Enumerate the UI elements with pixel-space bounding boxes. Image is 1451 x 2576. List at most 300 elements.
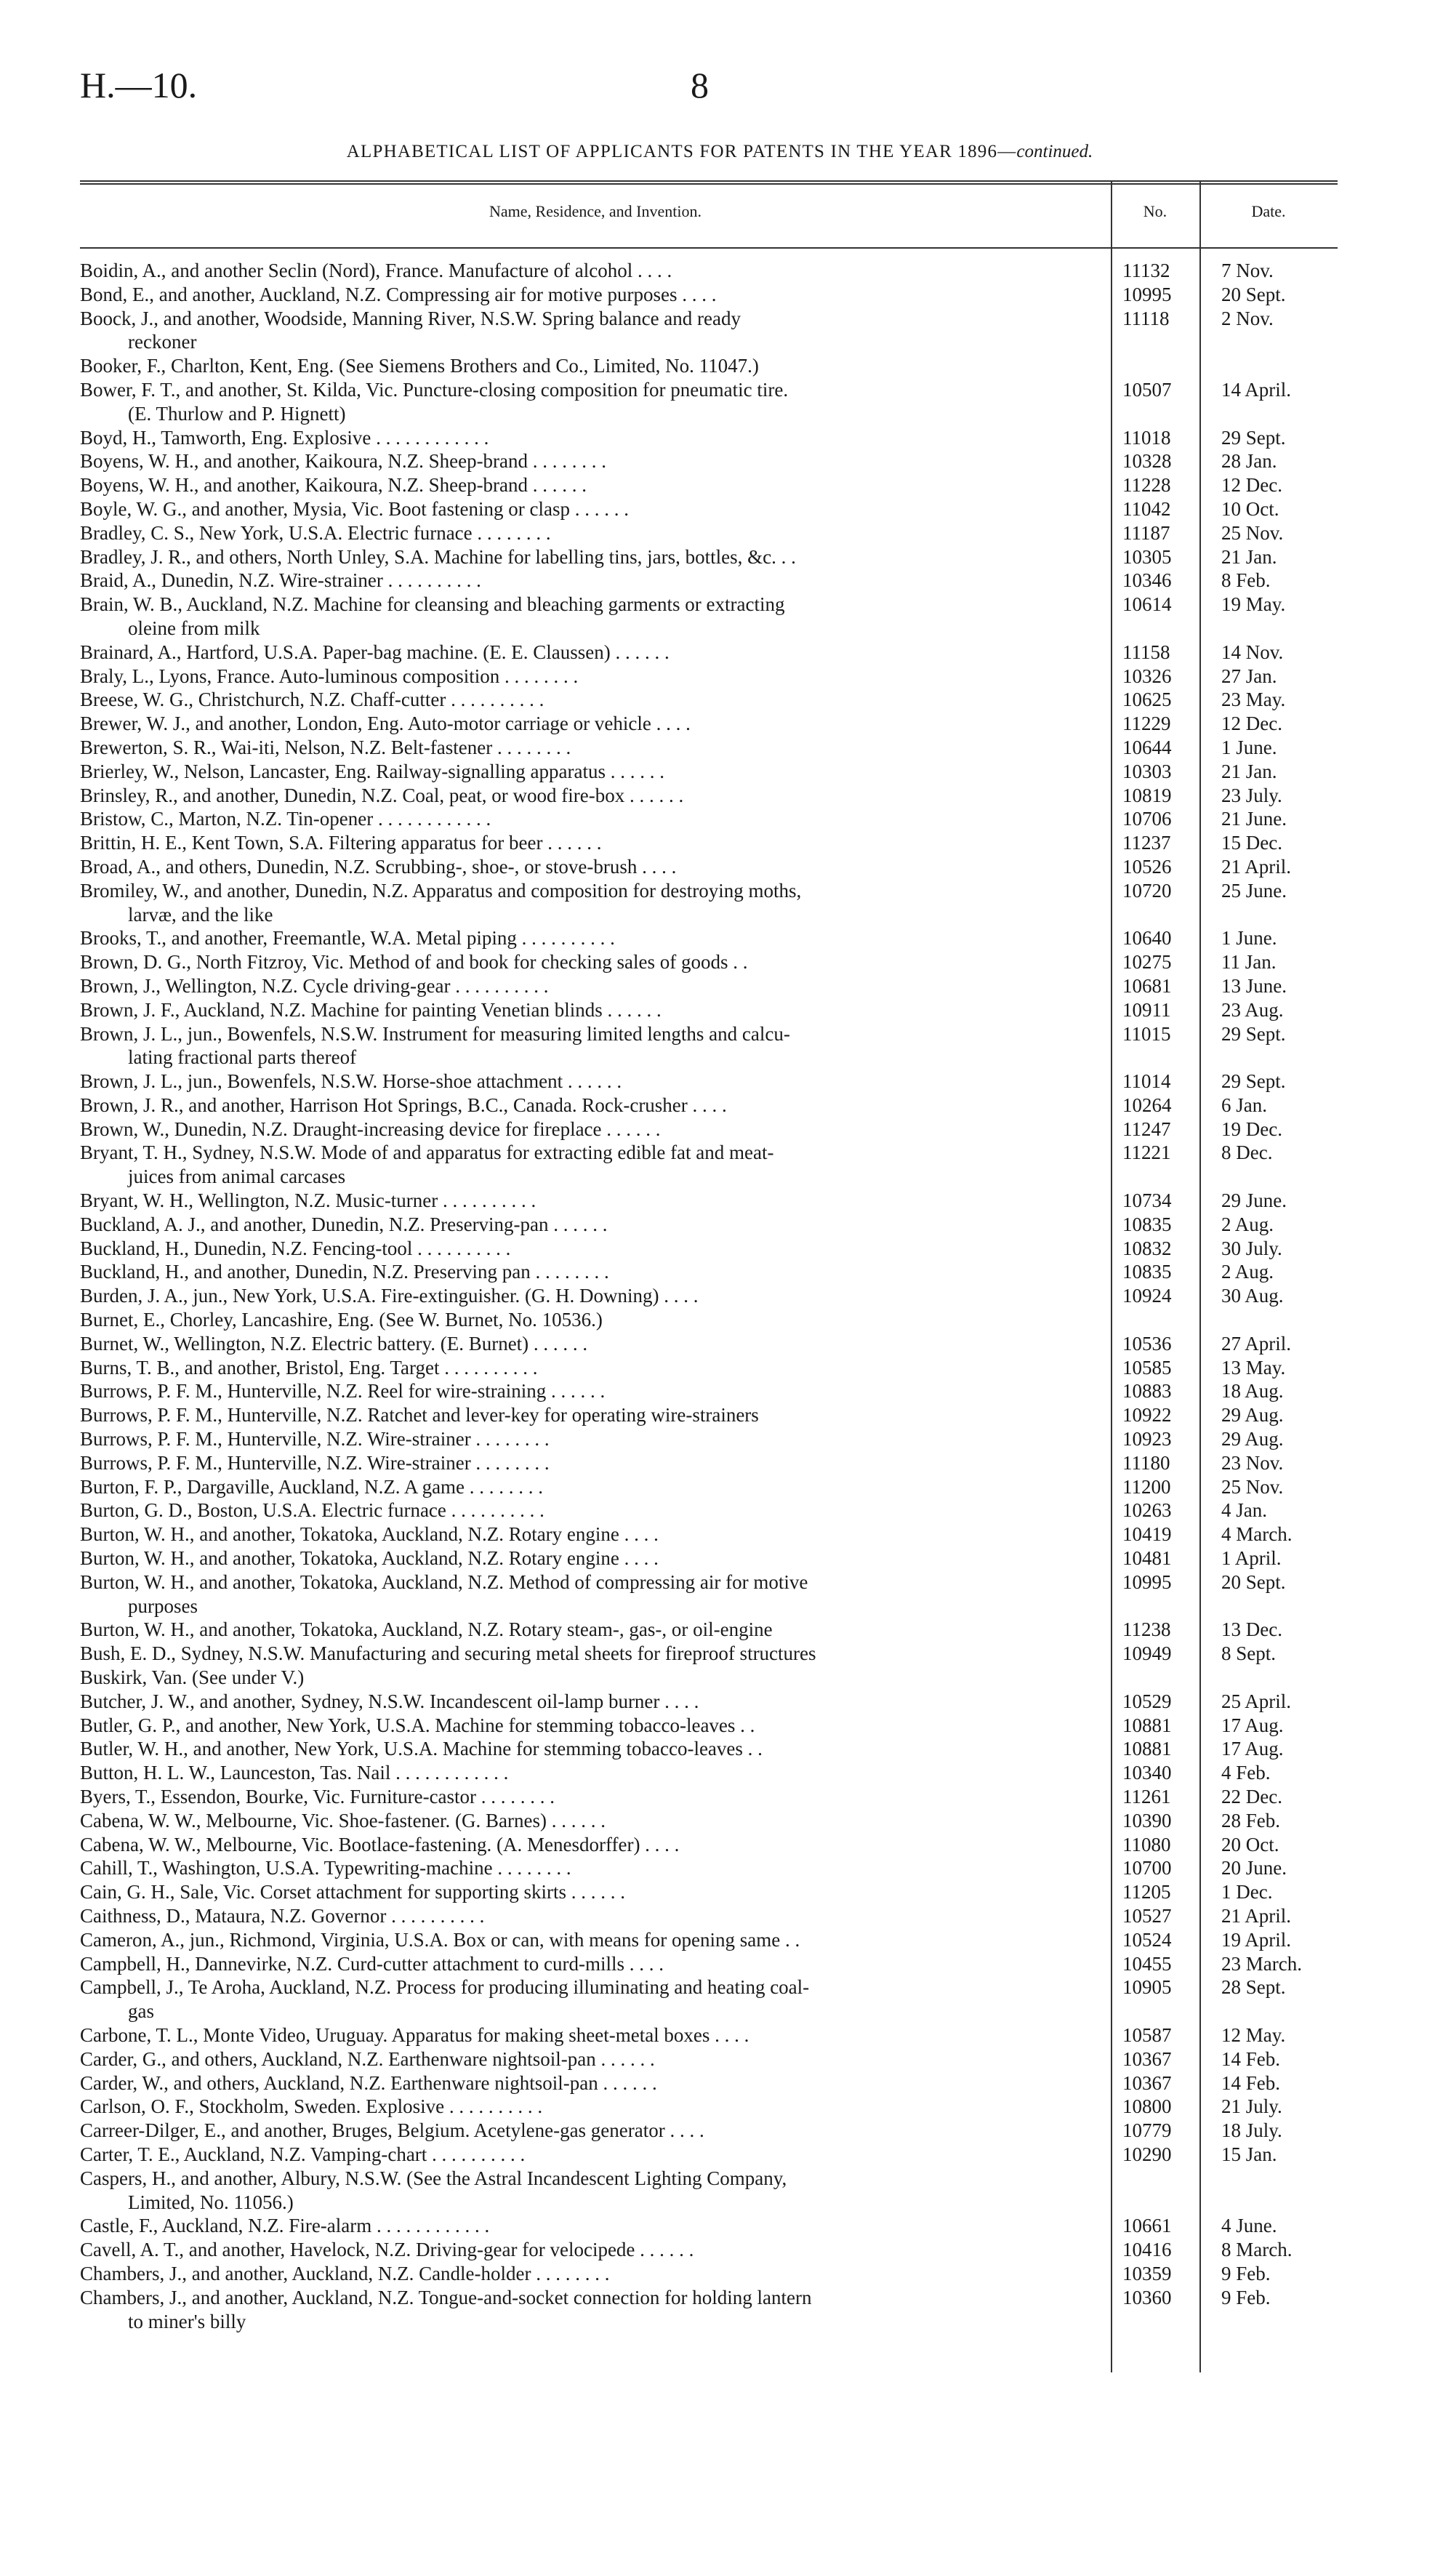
patent-number: 10924	[1122, 1285, 1172, 1307]
patent-number: 10835	[1122, 1261, 1172, 1283]
application-date: 1 June.	[1221, 927, 1277, 950]
table-row	[80, 497, 1338, 521]
patent-number: 11042	[1122, 497, 1171, 520]
applicant-entry	[80, 1570, 1111, 1618]
entry-line: Booker, F., Charlton, Kent, Eng. (See Siemens Brothers and Co., Limited, No. 11047.)	[80, 355, 759, 377]
applicant-entry	[80, 760, 1111, 784]
entry-line: Butcher, J. W., and another, Sydney, N.S.W. Incandescent oil-lamp burner . . . .	[80, 1690, 699, 1712]
table-row	[80, 1952, 1338, 1976]
patent-number: 10303	[1122, 760, 1172, 782]
entry-line: Cahill, T., Washington, U.S.A. Typewriting-machine . . . . . . . .	[80, 1857, 571, 1879]
table-row	[80, 426, 1338, 450]
applicant-entry	[80, 426, 1111, 450]
application-date: 17 Aug.	[1221, 1714, 1284, 1736]
patent-number: 11015	[1122, 1022, 1171, 1045]
applicant-entry	[80, 1237, 1111, 1261]
table-row	[80, 950, 1338, 974]
patent-number: 10263	[1122, 1499, 1172, 1522]
entry-line: Brierley, W., Nelson, Lancaster, Eng. Railway-signalling apparatus . . . . . .	[80, 760, 664, 782]
entry-line: Brittin, H. E., Kent Town, S.A. Filtering apparatus for beer . . . . . .	[80, 832, 602, 854]
application-date: 12 May.	[1221, 2023, 1286, 2046]
applicant-entry	[80, 1833, 1111, 1857]
application-date: 25 Nov.	[1221, 1475, 1284, 1498]
table-row	[80, 354, 1338, 378]
applicant-entry	[80, 712, 1111, 736]
entry-line: Boock, J., and another, Woodside, Manning River, N.S.W. Spring balance and ready	[80, 307, 741, 329]
applicant-entry	[80, 1260, 1111, 1284]
applicant-entry	[80, 378, 1111, 426]
patent-number: 10419	[1122, 1523, 1172, 1546]
table-row	[80, 926, 1338, 950]
application-date: 21 Jan.	[1221, 545, 1277, 568]
patent-number: 10835	[1122, 1213, 1172, 1235]
applicant-entry	[80, 1427, 1111, 1451]
applicant-entry	[80, 259, 1111, 283]
patent-number: 10390	[1122, 1809, 1172, 1831]
patent-number: 11228	[1122, 474, 1171, 497]
entry-line: Bond, E., and another, Auckland, N.Z. Compressing air for motive purposes . . . .	[80, 283, 717, 305]
applicant-entry	[80, 497, 1111, 521]
patent-number: 10305	[1122, 545, 1172, 568]
patent-number: 10995	[1122, 1570, 1172, 1593]
patent-number: 10922	[1122, 1404, 1172, 1427]
patent-number: 10881	[1122, 1714, 1172, 1736]
application-date: 27 Jan.	[1221, 665, 1277, 687]
patent-number: 10800	[1122, 2095, 1172, 2118]
application-date: 14 April.	[1221, 378, 1292, 401]
table-row	[80, 1642, 1338, 1666]
patent-number: 10340	[1122, 1762, 1172, 1784]
column-header-name: Name, Residence, and Invention.	[489, 202, 702, 220]
table-row	[80, 545, 1338, 569]
entry-line: Carbone, T. L., Monte Video, Uruguay. Apparatus for making sheet-metal boxes . . . .	[80, 2023, 749, 2046]
table-row	[80, 1761, 1338, 1785]
application-date: 19 April.	[1221, 1928, 1292, 1951]
table-row	[80, 1856, 1338, 1880]
applicant-entry	[80, 521, 1111, 545]
entry-line: Burden, J. A., jun., New York, U.S.A. Fire-extinguisher. (G. H. Downing) . . . .	[80, 1285, 699, 1307]
patent-number: 10290	[1122, 2143, 1172, 2165]
table-row	[80, 1403, 1338, 1427]
entry-line: Campbell, H., Dannevirke, N.Z. Curd-cutter attachment to curd-mills . . . .	[80, 1952, 664, 1975]
table-row	[80, 2214, 1338, 2238]
applicant-entry	[80, 688, 1111, 712]
applicant-entry	[80, 1809, 1111, 1833]
applicant-entry	[80, 1618, 1111, 1642]
table-row	[80, 1213, 1338, 1237]
entry-line: Bromiley, W., and another, Dunedin, N.Z. Apparatus and composition for destroying moths,	[80, 879, 802, 902]
application-date: 23 Aug.	[1221, 998, 1284, 1021]
table-row	[80, 1475, 1338, 1499]
applicant-entry	[80, 2071, 1111, 2095]
entry-line: Caspers, H., and another, Albury, N.S.W. (See the Astral Incandescent Lighting Company,	[80, 2167, 787, 2189]
application-date: 1 April.	[1221, 1547, 1282, 1570]
application-date: 30 Aug.	[1221, 1285, 1284, 1307]
entry-line: Burton, W. H., and another, Tokatoka, Auckland, N.Z. Rotary engine . . . .	[80, 1547, 659, 1570]
application-date: 20 June.	[1221, 1857, 1287, 1879]
entry-continuation-line: juices from animal carcases	[128, 1165, 346, 1188]
table-row	[80, 1451, 1338, 1475]
applicant-entry	[80, 926, 1111, 950]
applicant-entry	[80, 2143, 1111, 2167]
application-date: 12 Dec.	[1221, 713, 1282, 735]
table-row	[80, 665, 1338, 689]
entry-continuation-line: purposes	[128, 1594, 198, 1617]
table-row	[80, 1522, 1338, 1546]
application-date: 17 Aug.	[1221, 1738, 1284, 1760]
application-date: 14 Feb.	[1221, 2047, 1280, 2070]
application-date: 21 June.	[1221, 808, 1287, 830]
patent-number: 10367	[1122, 2047, 1172, 2070]
application-date: 18 July.	[1221, 2119, 1282, 2142]
application-date: 25 June.	[1221, 879, 1287, 902]
patent-number: 10640	[1122, 927, 1172, 950]
entry-line: Cameron, A., jun., Richmond, Virginia, U.S.A. Box or can, with means for opening same . .	[80, 1928, 800, 1951]
entry-line: Buckland, H., Dunedin, N.Z. Fencing-tool . . . . . . . . . .	[80, 1237, 511, 1259]
entry-line: Byers, T., Essendon, Bourke, Vic. Furniture-castor . . . . . . . .	[80, 1786, 555, 1807]
entry-line: Brainard, A., Hartford, U.S.A. Paper-bag machine. (E. E. Claussen) . . . . . .	[80, 641, 670, 663]
table-row	[80, 1379, 1338, 1403]
entry-line: Burns, T. B., and another, Bristol, Eng. Target . . . . . . . . . .	[80, 1356, 538, 1379]
patent-number: 11158	[1122, 641, 1170, 663]
applicant-entry	[80, 807, 1111, 831]
applicant-entry	[80, 1642, 1111, 1666]
patent-number: 10832	[1122, 1237, 1172, 1259]
entry-line: Burnet, W., Wellington, N.Z. Electric battery. (E. Burnet) . . . . . .	[80, 1332, 588, 1355]
application-date: 21 April.	[1221, 855, 1292, 878]
application-date: 23 Nov.	[1221, 1451, 1284, 1474]
table-row	[80, 688, 1338, 712]
entry-line: Buckland, A. J., and another, Dunedin, N.Z. Preserving-pan . . . . . .	[80, 1213, 608, 1235]
patent-number: 10779	[1122, 2119, 1172, 2142]
entry-continuation-line: lating fractional parts thereof	[128, 1046, 357, 1069]
application-date: 4 Jan.	[1221, 1499, 1267, 1522]
table-row	[80, 760, 1338, 784]
patent-number: 10734	[1122, 1189, 1172, 1212]
application-date: 21 April.	[1221, 1904, 1292, 1927]
patent-number: 11229	[1122, 713, 1171, 735]
table-row	[80, 1308, 1338, 1332]
table-row	[80, 879, 1338, 927]
title-continued: continued.	[1016, 142, 1093, 161]
patent-number: 10275	[1122, 951, 1172, 974]
patent-number: 10524	[1122, 1928, 1172, 1951]
entry-line: Bush, E. D., Sydney, N.S.W. Manufacturing and securing metal sheets for fireproof structures	[80, 1642, 816, 1665]
table-row	[80, 1904, 1338, 1928]
entry-line: Chambers, J., and another, Auckland, N.Z. Tongue-and-socket connection for holding lantern	[80, 2286, 812, 2308]
entry-line: Broad, A., and others, Dunedin, N.Z. Scrubbing-, shoe-, or stove-brush . . . .	[80, 855, 677, 878]
applicant-entry	[80, 1379, 1111, 1403]
table-row	[80, 1666, 1338, 1690]
application-date: 2 Aug.	[1221, 1213, 1274, 1235]
entry-line: Brown, J. L., jun., Bowenfels, N.S.W. Horse-shoe attachment . . . . . .	[80, 1070, 622, 1093]
application-date: 19 May.	[1221, 593, 1286, 616]
entry-line: Burton, W. H., and another, Tokatoka, Auckland, N.Z. Rotary steam-, gas-, or oil-engine	[80, 1618, 773, 1641]
page-header	[80, 64, 1359, 115]
table-row	[80, 2143, 1338, 2167]
application-date: 9 Feb.	[1221, 2262, 1271, 2284]
entry-line: Boidin, A., and another Seclin (Nord), France. Manufacture of alcohol . . . .	[80, 260, 672, 281]
applicant-entry	[80, 593, 1111, 641]
column-header-no: No.	[1143, 202, 1167, 220]
application-date: 1 June.	[1221, 736, 1277, 758]
applicant-entry	[80, 283, 1111, 307]
application-date: 18 Aug.	[1221, 1380, 1284, 1403]
patent-number: 10614	[1122, 593, 1172, 616]
applicant-entry	[80, 2119, 1111, 2143]
application-date: 29 Sept.	[1221, 1070, 1286, 1093]
table-row	[80, 1356, 1338, 1380]
application-date: 28 Feb.	[1221, 1809, 1280, 1831]
application-date: 14 Feb.	[1221, 2071, 1280, 2094]
entry-line: Cabena, W. W., Melbourne, Vic. Shoe-fastener. (G. Barnes) . . . . . .	[80, 1809, 606, 1831]
applicant-entry	[80, 1118, 1111, 1141]
application-date: 6 Jan.	[1221, 1094, 1267, 1116]
applicant-entry	[80, 1522, 1111, 1546]
applicant-entry	[80, 1856, 1111, 1880]
document-code: H.—10.	[80, 65, 198, 105]
table-row	[80, 1928, 1338, 1952]
application-date: 29 Aug.	[1221, 1404, 1284, 1427]
patent-number: 10681	[1122, 974, 1172, 997]
applicant-entry	[80, 545, 1111, 569]
patent-number: 11080	[1122, 1833, 1171, 1855]
patent-number: 10328	[1122, 450, 1172, 473]
table-header-rule	[80, 247, 1338, 249]
table-row	[80, 1833, 1338, 1857]
application-date: 23 May.	[1221, 689, 1286, 711]
applicant-entry	[80, 784, 1111, 808]
applicant-entry	[80, 473, 1111, 497]
application-date: 8 Dec.	[1221, 1141, 1273, 1164]
table-row	[80, 712, 1338, 736]
application-date: 21 July.	[1221, 2095, 1282, 2118]
entry-line: Carlson, O. F., Stockholm, Sweden. Explosive . . . . . . . . . .	[80, 2095, 543, 2118]
entry-line: Brewer, W. J., and another, London, Eng. Auto-motor carriage or vehicle . . . .	[80, 713, 691, 735]
entry-line: Buskirk, Van. (See under V.)	[80, 1666, 305, 1689]
applicant-entry	[80, 1308, 1111, 1332]
applicant-entry	[80, 665, 1111, 689]
entry-line: Bradley, C. S., New York, U.S.A. Electric furnace . . . . . . . .	[80, 521, 551, 544]
application-date: 8 Feb.	[1221, 569, 1271, 592]
patent-number: 10883	[1122, 1380, 1172, 1403]
entry-line: Brinsley, R., and another, Dunedin, N.Z. Coal, peat, or wood fire-box . . . . . .	[80, 784, 684, 806]
patent-number: 10706	[1122, 808, 1172, 830]
application-date: 10 Oct.	[1221, 497, 1279, 520]
entry-line: Cavell, A. T., and another, Havelock, N.Z. Driving-gear for velocipede . . . . . .	[80, 2239, 694, 2261]
patent-number	[1111, 354, 1199, 378]
application-date: 13 May.	[1221, 1356, 1286, 1379]
patent-number: 10507	[1122, 378, 1172, 401]
entry-line: Brown, J. R., and another, Harrison Hot Springs, B.C., Canada. Rock-crusher . . . .	[80, 1094, 727, 1116]
application-date: 15 Dec.	[1221, 832, 1282, 854]
entry-line: Bristow, C., Marton, N.Z. Tin-opener . . . . . . . . . . . .	[80, 808, 491, 830]
entry-line: Brown, J. F., Auckland, N.Z. Machine for painting Venetian blinds . . . . . .	[80, 998, 662, 1021]
application-date: 29 June.	[1221, 1189, 1287, 1212]
applicant-entry	[80, 1356, 1111, 1380]
patent-number: 11180	[1122, 1451, 1170, 1474]
applicant-entry	[80, 354, 1111, 378]
table-row	[80, 1332, 1338, 1356]
entry-line: Boyle, W. G., and another, Mysia, Vic. Boot fastening or clasp . . . . . .	[80, 497, 629, 520]
applicant-entry	[80, 1880, 1111, 1904]
patent-number: 10923	[1122, 1428, 1172, 1450]
entry-line: Buckland, H., and another, Dunedin, N.Z. Preserving pan . . . . . . . .	[80, 1261, 609, 1283]
entry-line: Braly, L., Lyons, France. Auto-luminous composition . . . . . . . .	[80, 665, 579, 687]
patent-number: 10526	[1122, 855, 1172, 878]
application-date: 13 June.	[1221, 974, 1287, 997]
entry-continuation-line: oleine from milk	[128, 617, 260, 639]
application-date	[1199, 1666, 1338, 1690]
entry-line: Burton, F. P., Dargaville, Auckland, N.Z. A game . . . . . . . .	[80, 1475, 544, 1498]
application-date: 15 Jan.	[1221, 2143, 1277, 2165]
entry-line: Cain, G. H., Sale, Vic. Corset attachment for supporting skirts . . . . . .	[80, 1881, 626, 1903]
applicant-entry	[80, 1737, 1111, 1761]
applicant-entry	[80, 736, 1111, 760]
applicant-entry	[80, 1189, 1111, 1213]
application-date: 29 Sept.	[1221, 1022, 1286, 1045]
entry-continuation-line: (E. Thurlow and P. Hignett)	[128, 402, 346, 425]
patent-number: 10536	[1122, 1332, 1172, 1355]
entry-continuation-line: gas	[128, 2000, 154, 2023]
table-row	[80, 1070, 1338, 1094]
applicant-entry	[80, 2262, 1111, 2286]
applicant-entry	[80, 2214, 1111, 2238]
table-row	[80, 1284, 1338, 1308]
table-row	[80, 1880, 1338, 1904]
entry-line: Castle, F., Auckland, N.Z. Fire-alarm . . . . . . . . . . . .	[80, 2215, 490, 2237]
table-row	[80, 736, 1338, 760]
entry-line: Caithness, D., Mataura, N.Z. Governor . . . . . . . . . .	[80, 1904, 485, 1927]
patent-number: 11221	[1122, 1141, 1171, 1164]
applicant-entry	[80, 1213, 1111, 1237]
entry-line: Butler, G. P., and another, New York, U.S.A. Machine for stemming tobacco-leaves . .	[80, 1714, 755, 1736]
table-row	[80, 831, 1338, 855]
entry-line: Burrows, P. F. M., Hunterville, N.Z. Wire-strainer . . . . . . . .	[80, 1451, 550, 1474]
table-row	[80, 2119, 1338, 2143]
column-header-date: Date.	[1251, 202, 1286, 220]
applicant-entry	[80, 1403, 1111, 1427]
table-row	[80, 259, 1338, 283]
application-date: 22 Dec.	[1221, 1786, 1282, 1807]
application-date: 20 Oct.	[1221, 1833, 1279, 1855]
applicant-entry	[80, 1785, 1111, 1809]
entry-line: Brown, J., Wellington, N.Z. Cycle driving-gear . . . . . . . . . .	[80, 974, 549, 997]
applicant-entry	[80, 1332, 1111, 1356]
table-row	[80, 307, 1338, 355]
application-date: 4 March.	[1221, 1523, 1293, 1546]
entry-line: Breese, W. G., Christchurch, N.Z. Chaff-cutter . . . . . . . . . .	[80, 689, 544, 711]
application-date: 13 Dec.	[1221, 1618, 1282, 1641]
table-row	[80, 2023, 1338, 2047]
application-date: 14 Nov.	[1221, 641, 1284, 663]
patent-number: 10881	[1122, 1738, 1172, 1760]
table-row	[80, 593, 1338, 641]
patent-number: 11187	[1122, 521, 1170, 544]
patent-number: 10995	[1122, 283, 1172, 305]
entry-line: Boyens, W. H., and another, Kaikoura, N.Z. Sheep-brand . . . . . .	[80, 474, 587, 497]
entry-line: Bower, F. T., and another, St. Kilda, Vic. Puncture-closing composition for pneumatic tire.	[80, 378, 789, 401]
table-row	[80, 1618, 1338, 1642]
table-row	[80, 998, 1338, 1022]
table-top-rule-2	[80, 183, 1338, 185]
application-date: 30 July.	[1221, 1237, 1282, 1259]
application-date: 2 Nov.	[1221, 307, 1274, 329]
entry-line: Burton, W. H., and another, Tokatoka, Auckland, N.Z. Method of compressing air for motive	[80, 1570, 808, 1593]
patent-number: 10911	[1122, 998, 1171, 1021]
applicant-entry	[80, 1666, 1111, 1690]
applicant-entry	[80, 1475, 1111, 1499]
table-row	[80, 378, 1338, 426]
application-date: 28 Sept.	[1221, 1976, 1286, 1999]
application-date: 27 April.	[1221, 1332, 1292, 1355]
table-row	[80, 473, 1338, 497]
entry-line: Burton, W. H., and another, Tokatoka, Auckland, N.Z. Rotary engine . . . .	[80, 1523, 659, 1546]
applicant-entry	[80, 998, 1111, 1022]
table-row	[80, 2047, 1338, 2071]
application-date: 19 Dec.	[1221, 1118, 1282, 1140]
patent-number: 11247	[1122, 1118, 1171, 1140]
table-row	[80, 1737, 1338, 1761]
patent-number: 11132	[1122, 260, 1170, 281]
applicant-entry	[80, 879, 1111, 927]
patent-number: 10481	[1122, 1547, 1172, 1570]
entry-continuation-line: to miner's billy	[128, 2310, 246, 2332]
applicant-entry	[80, 1546, 1111, 1570]
application-date: 29 Aug.	[1221, 1428, 1284, 1450]
patent-number	[1111, 1666, 1199, 1690]
applicant-entry	[80, 641, 1111, 665]
table-top-rule	[80, 180, 1338, 182]
entry-continuation-line: larvæ, and the like	[128, 903, 273, 926]
application-date: 23 March.	[1221, 1952, 1302, 1975]
entry-line: Carter, T. E., Auckland, N.Z. Vamping-chart . . . . . . . . . .	[80, 2143, 526, 2165]
applicant-entry	[80, 1690, 1111, 1714]
page-number: 8	[691, 65, 709, 105]
entry-line: Brain, W. B., Auckland, N.Z. Machine for cleansing and bleaching garments or extracting	[80, 593, 785, 616]
table-row	[80, 1714, 1338, 1738]
applicant-entry	[80, 1761, 1111, 1785]
application-date: 4 Feb.	[1221, 1762, 1271, 1784]
entry-line: Burrows, P. F. M., Hunterville, N.Z. Wire-strainer . . . . . . . .	[80, 1428, 550, 1450]
entry-line: Boyens, W. H., and another, Kaikoura, N.Z. Sheep-brand . . . . . . . .	[80, 450, 607, 473]
table-row	[80, 1785, 1338, 1809]
table-row	[80, 1189, 1338, 1213]
patent-number: 11014	[1122, 1070, 1171, 1093]
entry-line: Bradley, J. R., and others, North Unley, S.A. Machine for labelling tins, jars, bottles, &c. . .	[80, 545, 796, 568]
table-row	[80, 855, 1338, 879]
applicant-entry	[80, 1952, 1111, 1976]
application-date: 25 April.	[1221, 1690, 1292, 1712]
application-date: 25 Nov.	[1221, 521, 1284, 544]
page-title	[80, 142, 1359, 162]
patent-number: 11200	[1122, 1475, 1171, 1498]
patent-number: 10720	[1122, 879, 1172, 902]
patent-number: 10819	[1122, 784, 1172, 806]
entry-line: Butler, W. H., and another, New York, U.S.A. Machine for stemming tobacco-leaves . .	[80, 1738, 763, 1760]
applicant-entry	[80, 1451, 1111, 1475]
patent-number: 10625	[1122, 689, 1172, 711]
patent-number: 10264	[1122, 1094, 1172, 1116]
table-row	[80, 2286, 1338, 2334]
patent-number: 10416	[1122, 2239, 1172, 2261]
application-date: 4 June.	[1221, 2215, 1277, 2237]
table-row	[80, 449, 1338, 473]
applicant-entry	[80, 449, 1111, 473]
applicant-entry	[80, 1070, 1111, 1094]
applicant-entry	[80, 1904, 1111, 1928]
patent-number: 10644	[1122, 736, 1172, 758]
